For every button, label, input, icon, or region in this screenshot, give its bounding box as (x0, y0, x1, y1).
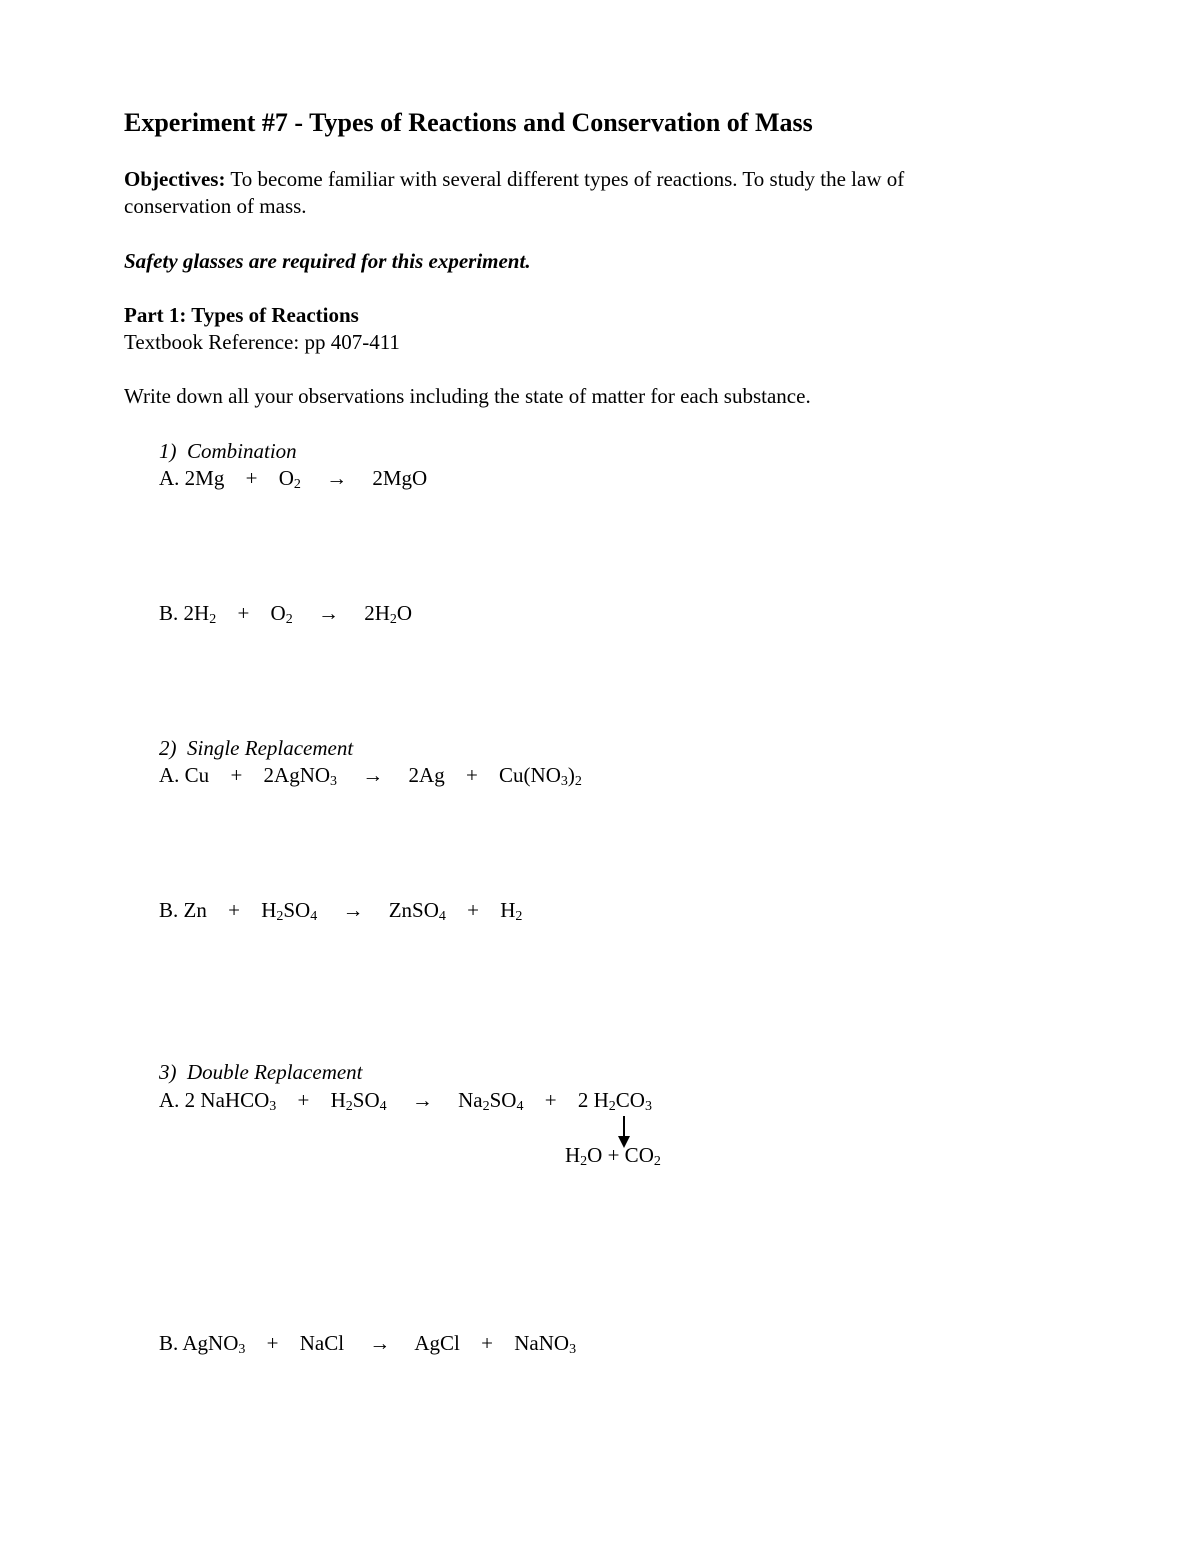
reaction-arrow-icon: → (326, 466, 348, 490)
part1-heading: Part 1: Types of Reactions (124, 303, 359, 327)
section-heading-double-replacement: 3) Double Replacement (159, 1060, 363, 1084)
objectives-text: To become familiar with several different types of reactions. To study the law of (225, 167, 905, 191)
reaction-arrow-icon: → (342, 898, 364, 922)
instruction-text: Write down all your observations including the state of matter for each substance. (124, 384, 811, 408)
objectives-text-continued: conservation of mass. (124, 194, 307, 218)
equation-label: A. (159, 466, 180, 490)
equation-label: A. (159, 763, 180, 787)
reaction-arrow-icon: → (369, 1331, 391, 1355)
reaction-arrow-icon: → (411, 1088, 433, 1112)
objectives-label: Objectives: (124, 167, 226, 191)
equation-label: B. (159, 601, 179, 625)
equation-label: A. (159, 1088, 180, 1112)
objectives-paragraph (124, 166, 904, 192)
equation-double-b: B. AgNO$_3$ + NaCl → AgCl + NaNO$_3$ (159, 1331, 577, 1357)
reaction-arrow-icon: → (362, 763, 384, 787)
equation-double-a: A. 2 NaHCO$_3$ + $H_2SO_4 \to Na_2SO_4 + 2$ $H_2CO_3$ (159, 1088, 652, 1114)
section-heading-combination: 1) Combination (159, 439, 297, 463)
equation-combination-a: A. $2Mg + O_2 \to 2MgO$ (159, 466, 428, 492)
textbook-reference: Textbook Reference: pp 407-411 (124, 330, 400, 354)
equation-single-a: A. Cu + 2AgNO$_3$ → $2Ag + Cu(NO_3)_2$ (159, 763, 582, 789)
safety-notice: Safety glasses are required for this experiment. (124, 249, 531, 273)
equation-label: B. (159, 898, 179, 922)
equation-single-b: B. $Zn + H_2SO_4$ → ZnSO$_4$ + $H_2$ (159, 898, 523, 924)
equation-label: B. (159, 1331, 179, 1355)
reaction-arrow-icon: → (317, 601, 339, 625)
page-title: Experiment #7 - Types of Reactions and Conservation of Mass (124, 108, 813, 137)
section-heading-single-replacement: 2) Single Replacement (159, 736, 354, 760)
equation-combination-b: B. $2H_2 + O_2 \to 2H_2O$ (159, 601, 413, 627)
decomposition-products: $H_2O + CO_2$ (565, 1143, 661, 1169)
